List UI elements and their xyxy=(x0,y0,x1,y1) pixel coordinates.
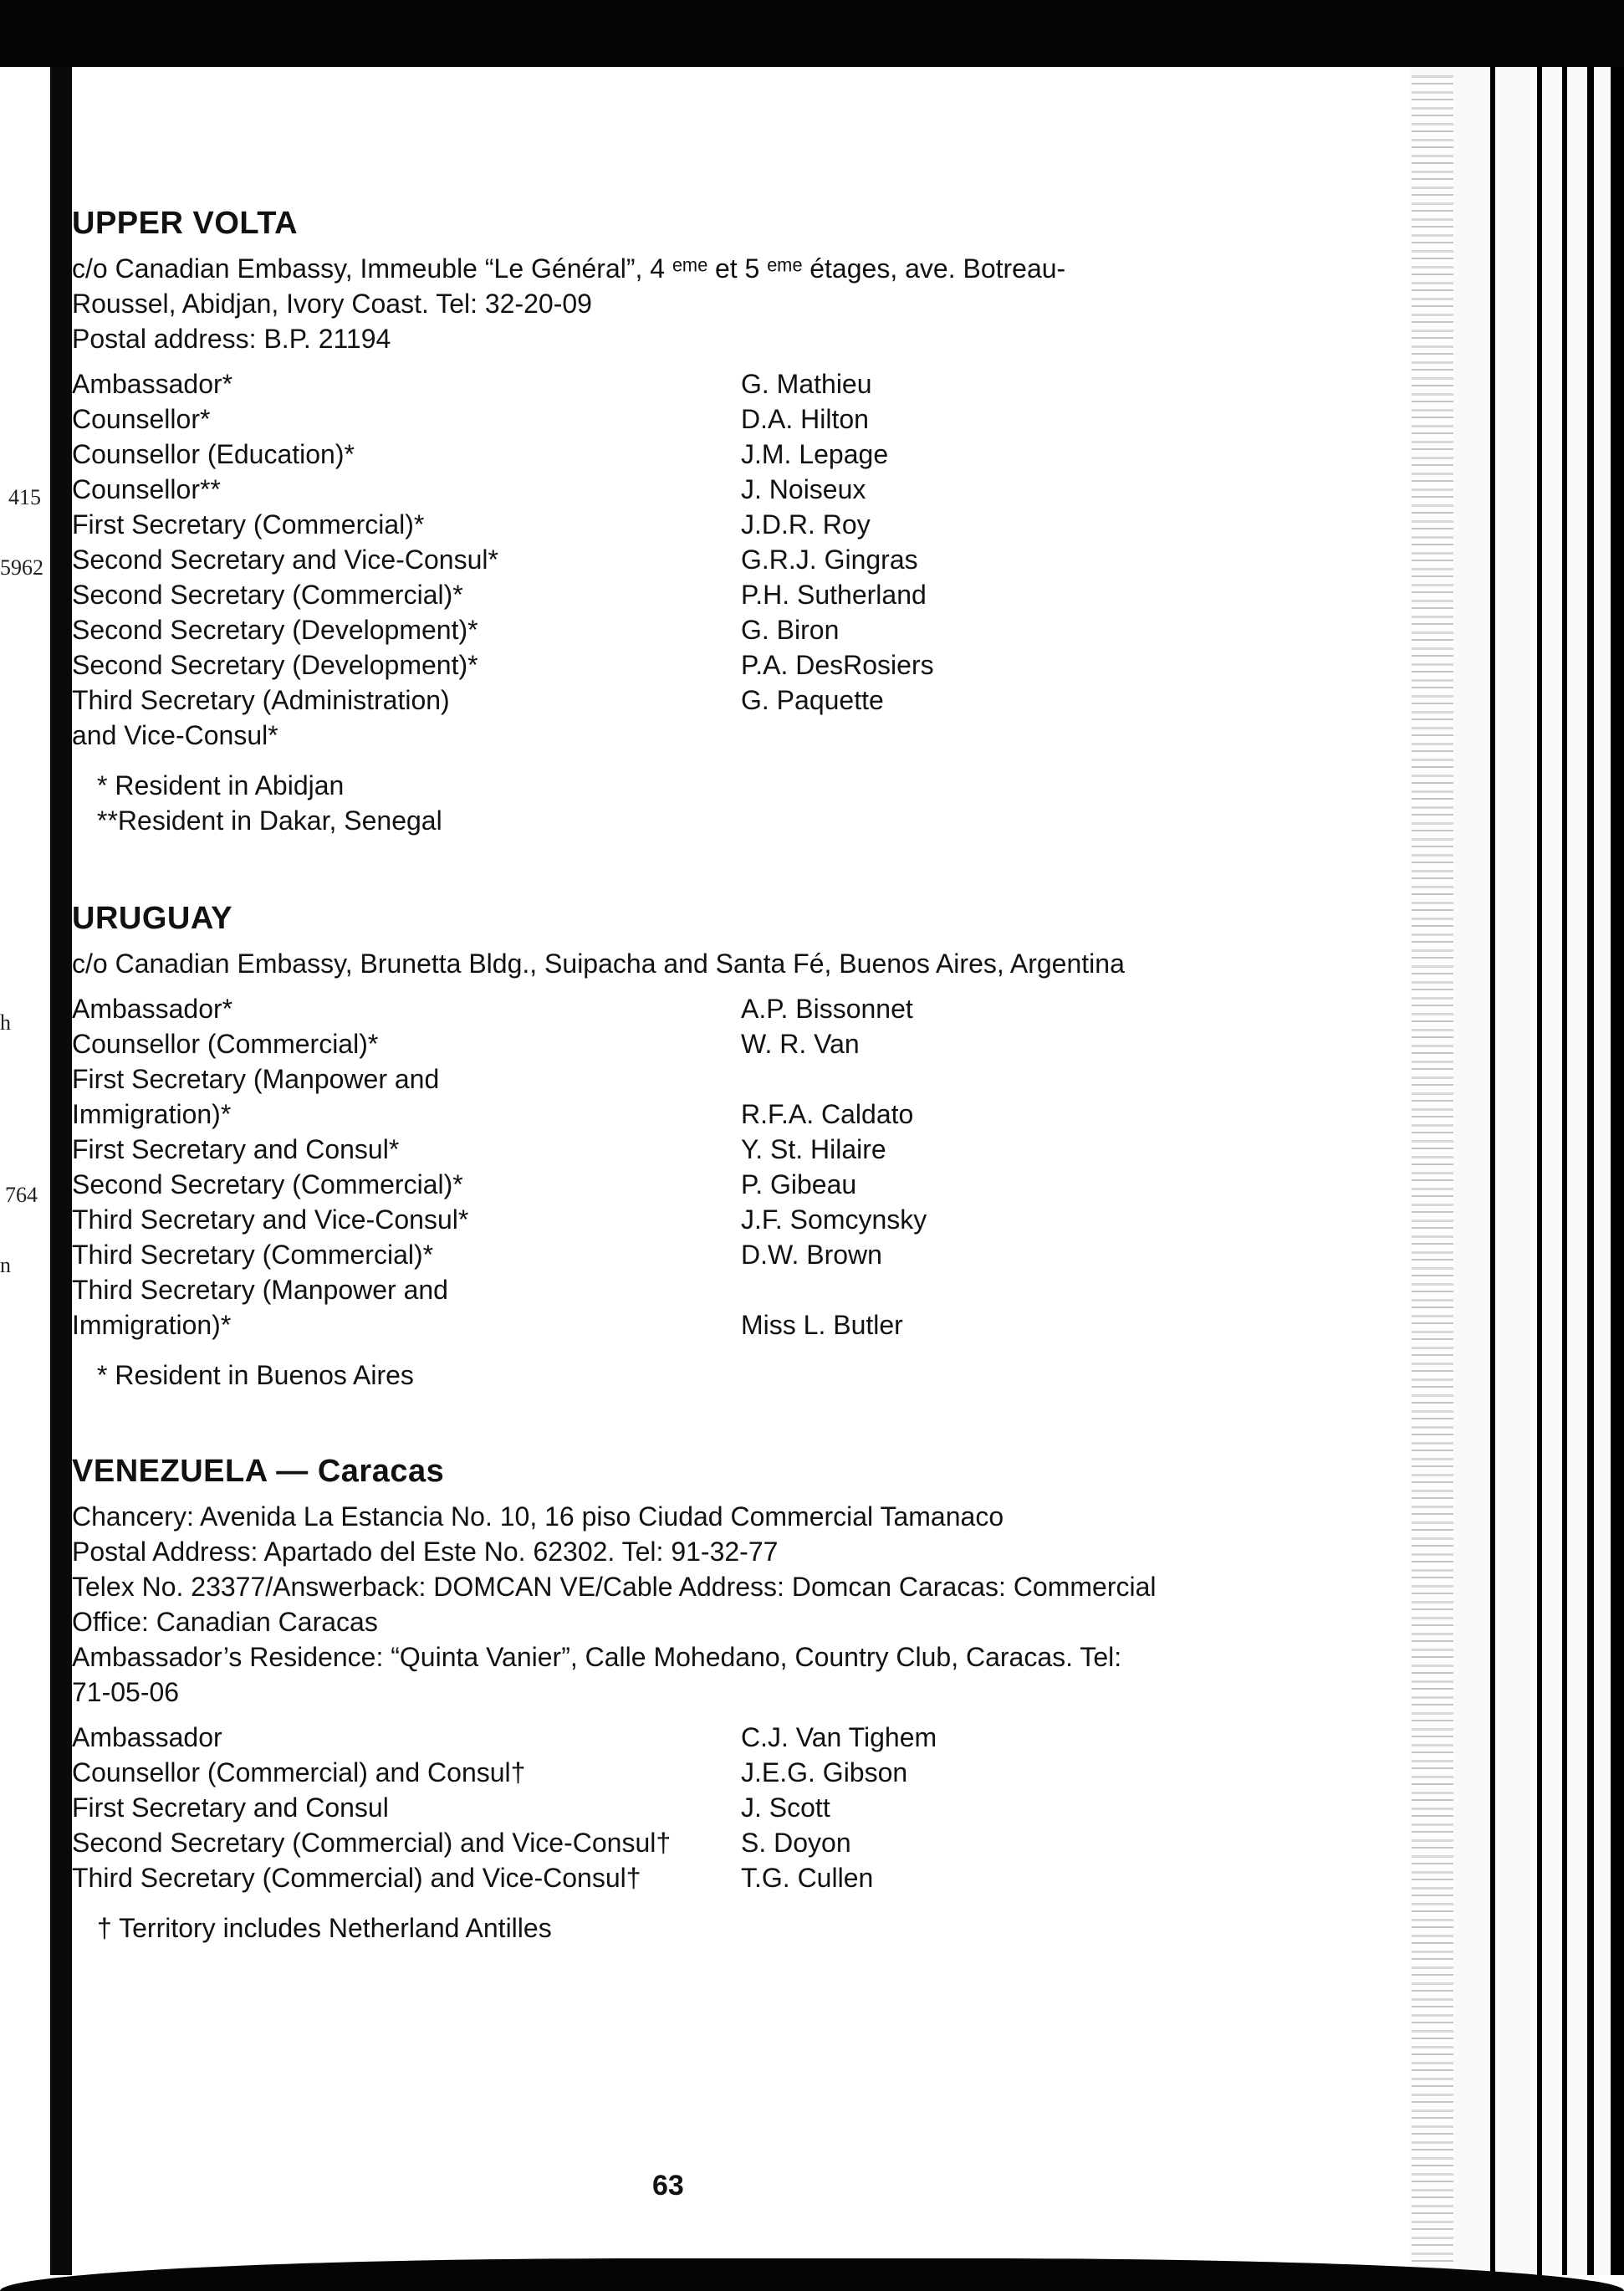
staff-list xyxy=(72,1720,1393,1895)
staff-row xyxy=(72,647,1393,683)
staff-name: J. Noiseux xyxy=(741,474,866,504)
staff-name: J.D.R. Roy xyxy=(741,509,871,540)
footnotes xyxy=(72,1358,1393,1393)
margin-number: 764 xyxy=(5,1183,38,1207)
staff-row xyxy=(72,1825,1393,1860)
staff-title xyxy=(72,683,741,753)
staff-name-text: R.F.A. Caldato xyxy=(741,1099,914,1129)
staff-title: First Secretary and Consul xyxy=(72,1792,389,1823)
margin-number: 5962 xyxy=(0,555,43,580)
staff-name: G.R.J. Gingras xyxy=(741,545,918,575)
binding-shadow-left xyxy=(50,67,72,2275)
staff-name: P.H. Sutherland xyxy=(741,580,927,610)
staff-name: A.P. Bissonnet xyxy=(741,994,913,1024)
margin-number: 415 xyxy=(8,485,41,509)
staff-title: Second Secretary (Development)* xyxy=(72,650,478,680)
staff-title: Second Secretary (Commercial) and Vice-Consul† xyxy=(72,1828,672,1858)
staff-row xyxy=(72,1061,1393,1132)
staff-title xyxy=(72,1272,741,1342)
staff-row xyxy=(72,437,1393,472)
staff-row xyxy=(72,1860,1393,1895)
staff-name: J.M. Lepage xyxy=(741,439,889,469)
section-upper-volta xyxy=(72,204,1393,838)
staff-title: Third Secretary and Vice-Consul* xyxy=(72,1204,469,1235)
staff-row xyxy=(72,1272,1393,1342)
staff-title: Third Secretary (Commercial)* xyxy=(72,1240,434,1270)
staff-name: G. Mathieu xyxy=(741,369,872,399)
staff-title-line: Immigration)* xyxy=(72,1099,232,1129)
staff-title: Second Secretary (Commercial)* xyxy=(72,580,463,610)
address-line: c/o Canadian Embassy, Immeuble “Le Général”, 4 ᵉᵐᵉ et 5 ᵉᵐᵉ étages, ave. Botreau- xyxy=(72,253,1066,284)
staff-name: S. Doyon xyxy=(741,1828,851,1858)
footnote: † Territory includes Netherland Antilles xyxy=(97,1913,552,1943)
staff-name: T.G. Cullen xyxy=(741,1863,874,1893)
footnotes xyxy=(72,1910,1393,1946)
staff-row xyxy=(72,683,1393,753)
staff-title: First Secretary and Consul* xyxy=(72,1134,400,1164)
page-edge-line xyxy=(1562,67,1567,2275)
page-edge-line xyxy=(1537,67,1542,2275)
staff-list xyxy=(72,366,1393,753)
staff-list xyxy=(72,991,1393,1342)
staff-name: Y. St. Hilaire xyxy=(741,1134,886,1164)
staff-title xyxy=(72,1061,741,1132)
staff-row xyxy=(72,1790,1393,1825)
footnote: **Resident in Dakar, Senegal xyxy=(97,805,442,836)
staff-title: First Secretary (Commercial)* xyxy=(72,509,425,540)
staff-title: Ambassador* xyxy=(72,369,233,399)
staff-name: D.A. Hilton xyxy=(741,404,869,434)
address-line: Postal address: B.P. 21194 xyxy=(72,324,391,354)
staff-row xyxy=(72,401,1393,437)
staff-title-line: Immigration)* xyxy=(72,1310,232,1340)
staff-title: Third Secretary (Commercial) and Vice-Consul† xyxy=(72,1863,641,1893)
staff-name: J. Scott xyxy=(741,1792,830,1823)
staff-row xyxy=(72,1132,1393,1167)
staff-name-text: Miss L. Butler xyxy=(741,1310,903,1340)
staff-row xyxy=(72,1167,1393,1202)
address-line: Postal Address: Apartado del Este No. 62302. Tel: 91-32-77 xyxy=(72,1537,779,1567)
section-heading: URUGUAY xyxy=(72,901,233,936)
section-venezuela xyxy=(72,1452,1393,1946)
facing-page-edge xyxy=(0,67,50,2275)
staff-name: C.J. Van Tighem xyxy=(741,1722,937,1752)
staff-name: P.A. DesRosiers xyxy=(741,650,934,680)
footnote: * Resident in Buenos Aires xyxy=(97,1360,414,1390)
staff-row xyxy=(72,1755,1393,1790)
address-line: Roussel, Abidjan, Ivory Coast. Tel: 32-20-09 xyxy=(72,289,592,319)
page-stack-texture xyxy=(1412,75,1453,2267)
staff-title-line: Third Secretary (Manpower and xyxy=(72,1275,448,1305)
footnotes xyxy=(72,768,1393,838)
staff-name: G. Biron xyxy=(741,615,840,645)
staff-title-line: First Secretary (Manpower and xyxy=(72,1064,440,1094)
scan-bottom-border xyxy=(0,2258,1624,2291)
staff-name: J.F. Somcynsky xyxy=(741,1204,927,1235)
staff-name: G. Paquette xyxy=(741,685,884,715)
section-uruguay xyxy=(72,899,1393,1393)
staff-name xyxy=(741,1061,913,1132)
footnote: * Resident in Abidjan xyxy=(97,770,345,800)
staff-title: Second Secretary (Development)* xyxy=(72,615,478,645)
staff-title: Ambassador xyxy=(72,1722,222,1752)
page-edge-line xyxy=(1611,67,1624,2275)
staff-row xyxy=(72,577,1393,612)
staff-row xyxy=(72,1202,1393,1237)
address-line: Telex No. 23377/Answerback: DOMCAN VE/Cable Address: Domcan Caracas: Commercial xyxy=(72,1572,1157,1602)
section-heading: VENEZUELA — Caracas xyxy=(72,1454,445,1489)
page-edge-line xyxy=(1490,67,1495,2275)
address-line: Ambassador’s Residence: “Quinta Vanier”, Calle Mohedano, Country Club, Caracas. Tel: xyxy=(72,1642,1122,1672)
staff-name: W. R. Van xyxy=(741,1029,860,1059)
staff-row xyxy=(72,612,1393,647)
staff-row xyxy=(72,542,1393,577)
staff-row xyxy=(72,472,1393,507)
page-number: 63 xyxy=(652,2170,684,2202)
staff-title: Counsellor (Commercial) and Consul† xyxy=(72,1757,526,1787)
staff-title: Counsellor (Commercial)* xyxy=(72,1029,379,1059)
page-edge-line xyxy=(1587,67,1594,2275)
staff-title: Second Secretary (Commercial)* xyxy=(72,1169,463,1199)
staff-title-line: Third Secretary (Administration) xyxy=(72,685,450,715)
address-line: c/o Canadian Embassy, Brunetta Bldg., Suipacha and Santa Fé, Buenos Aires, Argentina xyxy=(72,949,1125,979)
staff-title-line: and Vice-Consul* xyxy=(72,720,278,750)
staff-row xyxy=(72,1237,1393,1272)
staff-name: P. Gibeau xyxy=(741,1169,857,1199)
staff-title: Counsellor* xyxy=(72,404,211,434)
address-line: 71-05-06 xyxy=(72,1677,180,1707)
staff-row xyxy=(72,1026,1393,1061)
staff-title: Counsellor (Education)* xyxy=(72,439,355,469)
staff-row xyxy=(72,991,1393,1026)
section-heading: UPPER VOLTA xyxy=(72,206,299,241)
staff-name: J.E.G. Gibson xyxy=(741,1757,908,1787)
staff-row xyxy=(72,366,1393,401)
staff-title: Ambassador* xyxy=(72,994,233,1024)
staff-title: Counsellor** xyxy=(72,474,221,504)
scan-top-border xyxy=(0,0,1624,67)
margin-number: n xyxy=(0,1253,11,1277)
address-line: Chancery: Avenida La Estancia No. 10, 16 piso Ciudad Commercial Tamanaco xyxy=(72,1501,1004,1532)
staff-name xyxy=(741,1272,903,1342)
address-line: Office: Canadian Caracas xyxy=(72,1607,378,1637)
staff-row xyxy=(72,1720,1393,1755)
staff-row xyxy=(72,507,1393,542)
staff-name: D.W. Brown xyxy=(741,1240,882,1270)
staff-title: Second Secretary and Vice-Consul* xyxy=(72,545,498,575)
margin-number: h xyxy=(0,1010,11,1035)
